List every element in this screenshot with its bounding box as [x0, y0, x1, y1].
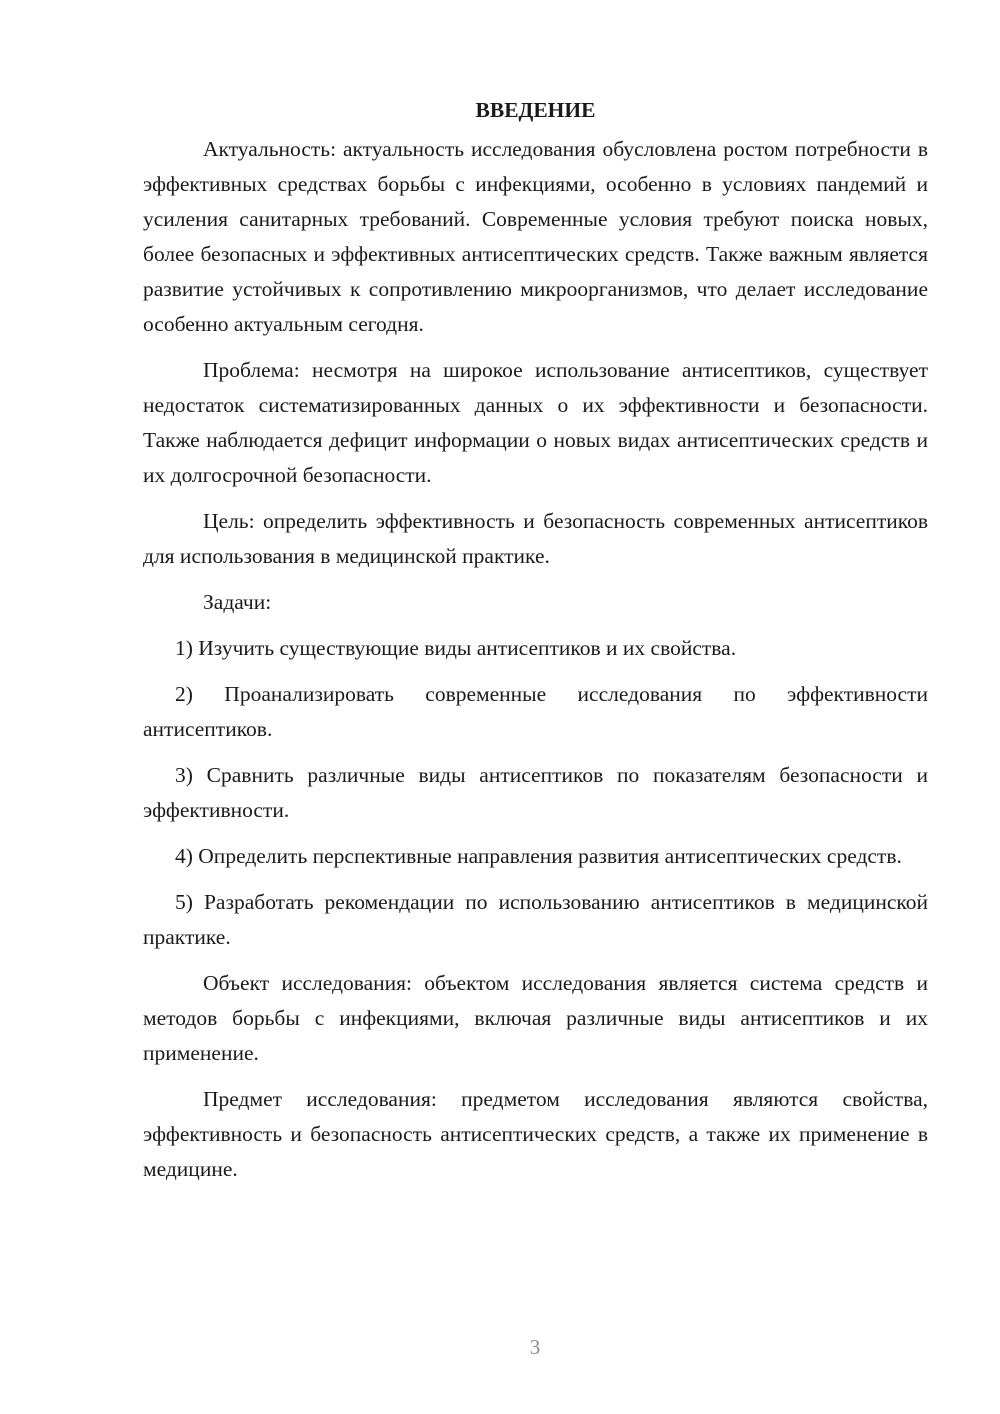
object-paragraph: Объект исследования: объектом исследования является система средств и методов борьбы с инфекциями, включая различные виды антисептиков и их применение.: [143, 971, 928, 1065]
section-title: ВВЕДЕНИЕ: [475, 98, 596, 122]
task-item: 3) Сравнить различные виды антисептиков по показателям безопасности и эффективности.: [143, 763, 928, 822]
task-item: 2) Проанализировать современные исследования по эффективности антисептиков.: [143, 682, 928, 741]
task-item: 5) Разработать рекомендации по использованию антисептиков в медицинской практике.: [143, 890, 928, 949]
relevance-paragraph: Актуальность: актуальность исследования обусловлена ростом потребности в эффективных средствах борьбы с инфекциями, особенно в условиях пандемий и усиления санитарных требований. Современные условия требуют поиска новых, более безопасных и эффективных антисептических средств. Также важным является развитие устойчивых к сопротивлению микроорганизмов, что делает исследование особенно актуальным сегодня.: [143, 137, 928, 336]
tasks-heading: Задачи:: [203, 590, 272, 614]
subject-paragraph: Предмет исследования: предметом исследования являются свойства, эффективность и безопасность антисептических средств, а также их применение в медицине.: [143, 1087, 928, 1181]
task-item: 4) Определить перспективные направления развития антисептических средств.: [175, 844, 902, 868]
goal-paragraph: Цель: определить эффективность и безопасность современных антисептиков для использования в медицинской практике.: [143, 509, 928, 568]
problem-paragraph: Проблема: несмотря на широкое использование антисептиков, существует недостаток систематизированных данных о их эффективности и безопасности. Также наблюдается дефицит информации о новых видах антисептических средств и их долгосрочной безопасности.: [143, 358, 928, 487]
task-item: 1) Изучить существующие виды антисептиков и их свойства.: [175, 636, 737, 660]
page-number: 3: [529, 1335, 541, 1359]
document-body: [143, 92, 928, 1198]
